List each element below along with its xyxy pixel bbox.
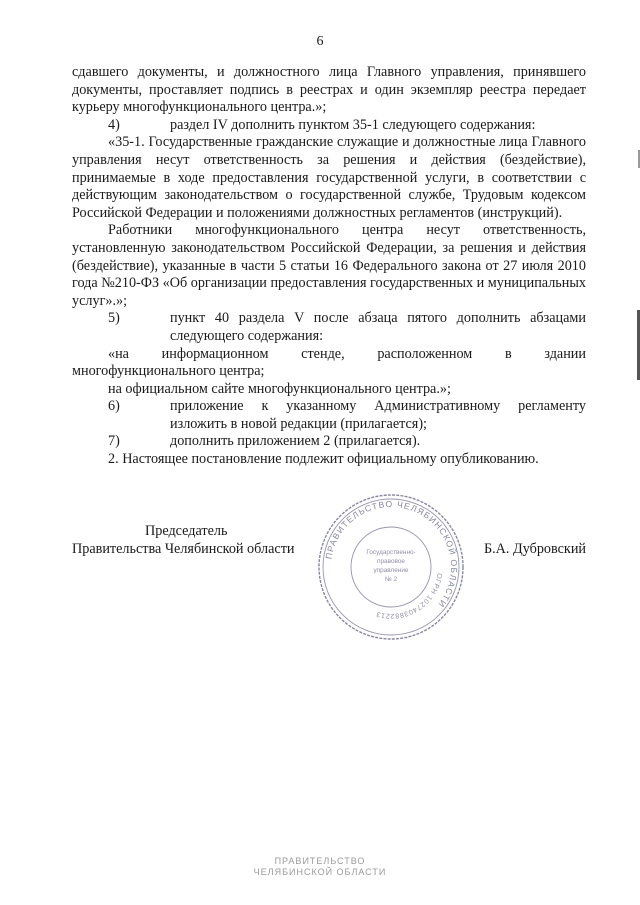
signer-title-line2: Правительства Челябинской области xyxy=(72,541,295,557)
paragraph-number: 5) xyxy=(108,310,120,327)
paragraph-number: 6) xyxy=(108,398,120,415)
footer-line1: ПРАВИТЕЛЬСТВО xyxy=(274,856,366,866)
paragraph-text: раздел IV дополнить пунктом 35-1 следующего содержания: xyxy=(170,116,536,133)
paragraph-text: пункт 40 раздела V после абзаца пятого дополнить абзацами следующего содержания: xyxy=(170,310,586,344)
document-body xyxy=(72,64,586,469)
page-number: 6 xyxy=(316,34,324,49)
paragraph: 2. Настоящее постановление подлежит официальному опубликованию. xyxy=(108,451,539,468)
footer-faded-stamp xyxy=(0,856,640,878)
paragraph-text: приложение к указанному Административному регламенту изложить в новой редакции (прилагается); xyxy=(170,398,586,432)
paragraph: на официальном сайте многофункционального центра.»; xyxy=(108,380,451,397)
paragraph: сдавшего документы, и должностного лица Главного управления, принявшего документы, проставляет подпись в реестрах и один экземпляр реестра передает курьеру многофункционального центра.»; xyxy=(72,64,586,116)
paragraph: «на информационном стенде, расположенном в здании многофункционального центра; xyxy=(72,345,586,380)
numbered-paragraph xyxy=(72,398,586,433)
paragraph-number: 4) xyxy=(108,116,120,133)
numbered-paragraph xyxy=(72,310,586,345)
signer-title-line1: Председатель xyxy=(145,523,228,539)
stamp-inner-text xyxy=(366,549,415,583)
stamp-inner-line: правовое xyxy=(377,558,405,565)
official-seal-stamp xyxy=(316,492,466,642)
paragraph-text: дополнить приложением 2 (прилагается). xyxy=(170,433,421,450)
numbered-paragraph xyxy=(72,117,586,135)
footer-line2: ЧЕЛЯБИНСКОЙ ОБЛАСТИ xyxy=(253,867,387,877)
stamp-registration-number: ОГРН 1027403882213 xyxy=(375,572,443,620)
stamp-inner-line: Государственно- xyxy=(366,549,416,556)
stamp-inner-line: № 2 xyxy=(384,576,398,583)
paragraph: Работники многофункционального центра несут ответственность, установленную законодательством Российской Федерации, за решения и действия (бездействие), указанные в части 5 статьи 16 Федерального закона от 27 июля 2010 года №210-ФЗ «Об организации предоставления государственных и муниципальных услуг».»; xyxy=(72,222,586,309)
paragraph: «35-1. Государственные гражданские служащие и должностные лица Главного управления несут ответственность за решения и действия (бездействие), принимаемые в ходе предоставления государственной услуги, в соответствии с действующим законодательством о государственной службе, Трудовым кодексом Российской Федерации и положениями должностных регламентов (инструкций). xyxy=(72,134,586,221)
signer-name: Б.А. Дубровский xyxy=(483,541,586,557)
stamp-outer-text: ПРАВИТЕЛЬСТВО ЧЕЛЯБИНСКОЙ ОБЛАСТИ xyxy=(323,498,460,610)
paragraph-number: 7) xyxy=(108,433,120,450)
stamp-inner-line: управление xyxy=(373,567,409,574)
numbered-paragraph xyxy=(72,433,586,451)
